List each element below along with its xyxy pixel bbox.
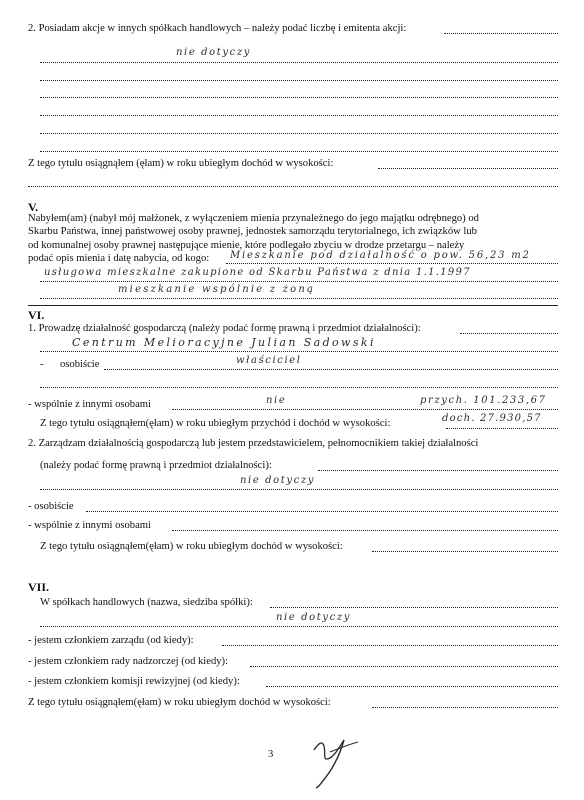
signature-icon <box>300 730 370 790</box>
section-v-text-line: od komunalnej osoby prawnej następujące mienie, które podlegało zbyciu w drodze przetargu – należy <box>28 239 465 251</box>
fill-line <box>40 387 558 388</box>
fill-line <box>86 511 558 512</box>
supervisory-label: - jestem członkiem rady nadzorczej (od kiedy): <box>28 656 229 667</box>
manage-answer: nie dotyczy <box>240 475 315 486</box>
income-label-iv: Z tego tytułu osiągnąłem (ęłam) w roku ubiegłym dochód w wysokości: <box>28 158 334 169</box>
manage-label-line2: (należy podać formę prawną i przedmiot działalności): <box>40 460 272 471</box>
manage-label-line1: 2. Zarządzam działalnością gospodarczą lub jestem przedstawicielem, pełnomocnikiem takiej działalności <box>28 438 479 449</box>
section-v-text <box>28 212 558 252</box>
fill-line <box>40 489 558 490</box>
fill-line <box>270 607 558 608</box>
section-v-heading: V. <box>28 200 39 214</box>
fill-line <box>40 62 558 63</box>
fill-line <box>172 409 558 410</box>
fill-line <box>172 530 558 531</box>
manage-personally-label: - osobiście <box>28 501 74 512</box>
income-label-vi-1: Z tego tytułu osiągnąłem(ęłam) w roku ubiegłym przychód i dochód w wysokości: <box>40 418 391 429</box>
section-vi-heading: VI. <box>28 308 45 322</box>
fill-line <box>40 298 558 299</box>
personally-label: osobiście <box>60 359 100 370</box>
shares-answer: nie dotyczy <box>176 47 251 58</box>
fill-line <box>40 351 558 352</box>
fill-line <box>40 80 558 81</box>
fill-line <box>318 470 558 471</box>
income-label-vii: Z tego tytułu osiągnąłem(ęłam) w roku ubiegłym dochód w wysokości: <box>28 697 331 708</box>
section-v-last-label: podać opis mienia i datę nabycia, od kogo: <box>28 253 210 264</box>
fill-line <box>40 626 558 627</box>
manage-jointly-label: - wspólnie z innymi osobami <box>28 520 151 531</box>
page-number: 3 <box>268 749 274 760</box>
business-label: 1. Prowadzę działalność gospodarczą (należy podać formę prawną i przedmiot działalności): <box>28 323 421 334</box>
companies-label: W spółkach handlowych (nazwa, siedziba spółki): <box>40 597 253 608</box>
fill-line <box>372 551 558 552</box>
companies-answer: nie dotyczy <box>276 612 351 623</box>
income-answer-vi-1: doch. 27.930,57 <box>442 413 542 424</box>
jointly-answer-left: nie <box>266 395 287 406</box>
shares-label: 2. Posiadam akcje w innych spółkach handlowych – należy podać liczbę i emitenta akcji: <box>28 23 407 34</box>
fill-line <box>40 133 558 134</box>
fill-line <box>28 186 558 187</box>
fill-line <box>222 645 558 646</box>
fill-line <box>250 666 558 667</box>
fill-line <box>40 281 558 282</box>
audit-label: - jestem członkiem komisji rewizyjnej (od kiedy): <box>28 676 240 687</box>
fill-line <box>444 33 558 34</box>
section-v-answer-line: usługowa mieszkalne zakupione od Skarbu Państwa z dnia 1.1.1997 <box>44 267 471 278</box>
income-label-vi-2: Z tego tytułu osiągnąłem(ęłam) w roku ubiegłym dochód w wysokości: <box>40 541 343 552</box>
board-label: - jestem członkiem zarządu (od kiedy): <box>28 635 194 646</box>
fill-line <box>460 333 558 334</box>
personally-dash: - <box>40 359 44 370</box>
jointly-answer-right: przych. 101.233,67 <box>420 395 547 406</box>
fill-line <box>40 97 558 98</box>
fill-line <box>266 686 558 687</box>
section-vii-heading: VII. <box>28 580 50 594</box>
section-divider <box>28 305 558 306</box>
business-answer: Centrum Melioracyjne Julian Sadowski <box>72 336 376 349</box>
personally-answer: właściciel <box>236 355 302 366</box>
section-v-text-line: Nabyłem(am) (nabył mój małżonek, z wyłączeniem mienia przynależnego do jego majątku odrębnego) od <box>28 213 479 224</box>
fill-line <box>40 151 558 152</box>
jointly-label: - wspólnie z innymi osobami <box>28 399 151 410</box>
fill-line <box>446 428 558 429</box>
fill-line <box>372 707 558 708</box>
section-v-answer-line: Mieszkanie pod działalność o pow. 56,23 m2 <box>230 250 531 261</box>
section-v-answer-line: mieszkanie wspólnie z żoną <box>118 284 316 295</box>
fill-line <box>104 369 558 370</box>
fill-line <box>378 168 558 169</box>
fill-line <box>40 115 558 116</box>
section-v-text-line: Skarbu Państwa, innej państwowej osoby prawnej, jednostek samorządu terytorialnego, ich związków lub <box>28 226 477 238</box>
fill-line <box>226 263 558 264</box>
